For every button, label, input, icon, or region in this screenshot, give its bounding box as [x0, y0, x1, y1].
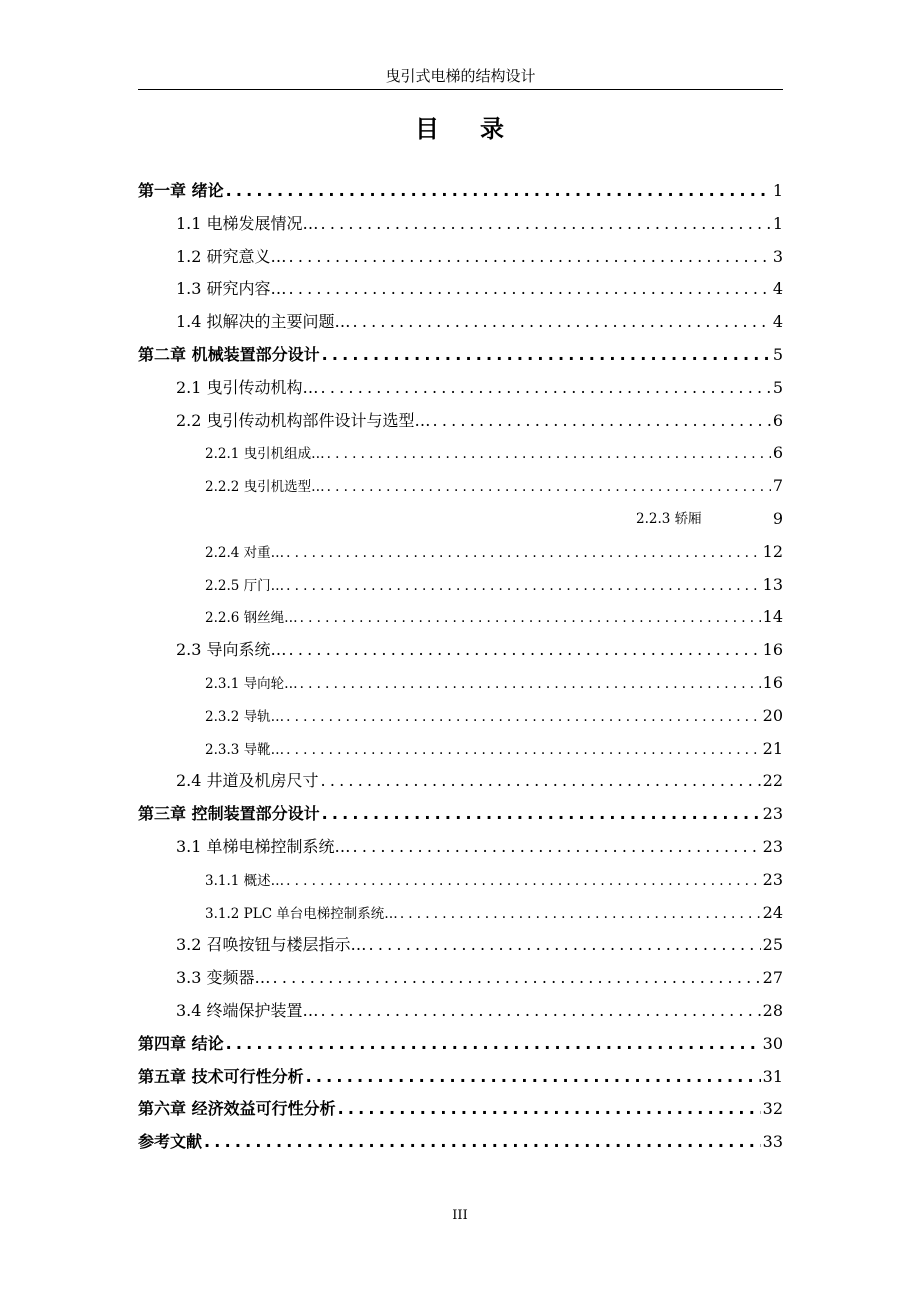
toc-dot-leader [204, 1129, 761, 1155]
toc-entry-label: 2.3 导向系统… [176, 640, 287, 660]
toc-entry[interactable] [176, 965, 783, 991]
toc-dot-leader [300, 671, 761, 697]
toc-entry-label: 参考文献 [138, 1132, 203, 1152]
toc-dot-leader [353, 309, 771, 335]
toc-entry-label: 2.2.2 曳引机选型… [205, 479, 325, 496]
toc-dot-leader [400, 901, 761, 927]
toc-entry-page: 6 [772, 443, 783, 463]
toc-entry-page: 3 [772, 246, 783, 266]
toc-entry-label: 2.2.5 厅门… [205, 577, 285, 594]
toc-entry[interactable] [176, 932, 783, 958]
toc-dot-leader [286, 868, 760, 894]
toc-entry-label: 2.2.3 轿厢 [636, 511, 702, 527]
toc-entry[interactable] [205, 670, 783, 696]
toc-entry[interactable] [176, 834, 783, 860]
toc-entry-label: 第二章 机械装置部分设计 [138, 345, 320, 364]
toc-entry[interactable] [138, 342, 783, 368]
toc-entry-label: 1.3 研究内容… [176, 279, 287, 299]
toc-entry-label: 2.2 曳引传动机构部件设计与选型… [176, 410, 431, 430]
toc-entry[interactable] [176, 211, 783, 237]
toc-dot-leader [327, 441, 771, 467]
toc-dot-leader [321, 211, 771, 237]
toc-dot-leader [289, 276, 771, 302]
toc-dot-leader [321, 768, 761, 794]
toc-entry-page: 4 [772, 279, 783, 299]
toc-entry[interactable] [205, 736, 783, 762]
toc-dot-leader [226, 1031, 761, 1057]
toc-entry[interactable] [205, 539, 783, 565]
toc-entry-label: 第五章 技术可行性分析 [138, 1066, 304, 1086]
running-header: 曳引式电梯的结构设计 [385, 67, 536, 85]
toc-entry-page: 13 [762, 574, 783, 594]
toc-entry-page: 22 [762, 771, 783, 791]
toc-entry-label: 2.1 曳引传动机构… [176, 377, 319, 397]
toc-dot-leader [286, 704, 760, 730]
toc-entry[interactable] [176, 768, 783, 794]
toc-entry[interactable] [176, 408, 783, 434]
toc-entry-label: 1.1 电梯发展情况… [176, 213, 319, 233]
toc-entry[interactable] [205, 572, 783, 598]
toc-dot-leader [369, 932, 761, 958]
toc-entry[interactable] [205, 473, 783, 499]
toc-entry-page: 31 [762, 1066, 783, 1086]
toc-entry-page: 16 [762, 673, 783, 692]
toc-entry-page: 12 [762, 541, 783, 561]
toc-entry-page: 24 [762, 902, 783, 922]
toc-entry-label: 第三章 控制装置部分设计 [138, 804, 320, 824]
toc-entry-page: 23 [762, 804, 783, 824]
page-number: III [452, 1208, 468, 1223]
toc-entry-label: 2.3.3 导靴… [205, 741, 285, 758]
toc-entry-page: 6 [772, 410, 783, 430]
toc-entry-label: 3.3 变频器… [176, 968, 271, 988]
toc-entry[interactable] [138, 178, 783, 204]
toc-entry[interactable] [176, 244, 783, 270]
toc-entry[interactable] [138, 1129, 783, 1155]
toc-entry[interactable] [205, 703, 783, 729]
toc-dot-leader [300, 605, 761, 631]
toc-title-char-2: 录 [480, 115, 505, 143]
toc-title-char-1: 目 [415, 115, 440, 143]
toc-entry[interactable] [138, 1064, 783, 1090]
toc-entry-label: 2.2.1 曳引机组成… [205, 446, 325, 463]
toc-entry-label: 3.1.1 概述… [205, 872, 285, 889]
toc-entry[interactable] [176, 375, 783, 401]
toc-entry-label: 2.2.6 钢丝绳… [205, 610, 298, 627]
toc-entry-page: 23 [762, 837, 783, 856]
toc-entry[interactable] [205, 900, 783, 926]
toc-entry-page: 16 [762, 640, 783, 660]
toc-entry-label: 2.2.4 对重… [205, 544, 285, 561]
toc-entry-label: 3.1 单梯电梯控制系统… [176, 837, 351, 856]
toc-entry-page: 20 [762, 705, 783, 725]
toc-dot-leader [289, 637, 761, 663]
toc-dot-leader [289, 244, 771, 270]
toc-entry-page: 1 [772, 213, 783, 233]
toc-entry-label: 3.4 终端保护装置… [176, 1001, 319, 1020]
toc-entry-page: 33 [762, 1132, 783, 1152]
toc-entry[interactable] [636, 506, 783, 532]
toc-dot-leader [286, 540, 760, 566]
toc-entry-label: 2.4 井道及机房尺寸 [176, 771, 319, 791]
toc-dot-leader [433, 408, 771, 434]
toc-entry-label: 第一章 绪论 [138, 181, 224, 200]
toc-entry-page: 25 [762, 935, 783, 955]
toc-entry-page: 5 [772, 345, 783, 364]
toc-entry-page: 5 [772, 377, 783, 397]
toc-entry[interactable] [176, 637, 783, 663]
toc-entry-label: 3.2 召唤按钮与楼层指示… [176, 935, 367, 955]
toc-entry[interactable] [205, 440, 783, 466]
toc-dot-leader [321, 375, 771, 401]
toc-entry-page: 14 [762, 607, 783, 627]
toc-dot-leader [322, 342, 771, 368]
toc-dot-leader [322, 801, 761, 827]
toc-dot-leader [286, 737, 760, 763]
toc-entry-page: 1 [772, 181, 783, 200]
toc-entry-label: 2.3.1 导向轮… [205, 676, 298, 692]
toc-dot-leader [321, 998, 761, 1024]
toc-entry-page: 32 [762, 1099, 783, 1119]
toc-dot-leader [353, 834, 761, 860]
toc-entry[interactable] [138, 1031, 783, 1057]
toc-dot-leader [226, 178, 771, 204]
toc-dot-leader [327, 474, 771, 500]
toc-entry-label: 第六章 经济效益可行性分析 [138, 1099, 336, 1119]
toc-entry-page: 4 [772, 312, 783, 332]
toc-entry[interactable] [205, 604, 783, 630]
toc-entry-page: 28 [762, 1001, 783, 1020]
toc-entry-label: 3.1.2 PLC 单台电梯控制系统… [205, 905, 398, 922]
toc-entry-label: 1.4 拟解决的主要问题… [176, 312, 351, 332]
toc-entry-page: 30 [762, 1033, 783, 1053]
toc-entry[interactable] [176, 276, 783, 302]
toc-entry-label: 1.2 研究意义… [176, 246, 287, 266]
toc-dot-leader [286, 573, 760, 599]
toc-entry-page: 23 [762, 869, 783, 889]
toc-entry[interactable] [176, 309, 783, 335]
toc-entry-page: 27 [762, 968, 783, 988]
toc-entry-label: 第四章 结论 [138, 1033, 224, 1053]
toc-entry-page: 7 [772, 476, 783, 496]
toc-entry[interactable] [138, 801, 783, 827]
toc-entry[interactable] [176, 998, 783, 1024]
toc-entry-label: 2.3.2 导轨… [205, 708, 285, 725]
toc-entry-page: 21 [762, 738, 783, 758]
toc-entry-page: 9 [772, 509, 783, 528]
toc-dot-leader [273, 965, 761, 991]
toc-dot-leader [306, 1064, 761, 1090]
toc-entry[interactable] [205, 867, 783, 893]
toc-entry[interactable] [138, 1096, 783, 1122]
toc-dot-leader [338, 1096, 761, 1122]
